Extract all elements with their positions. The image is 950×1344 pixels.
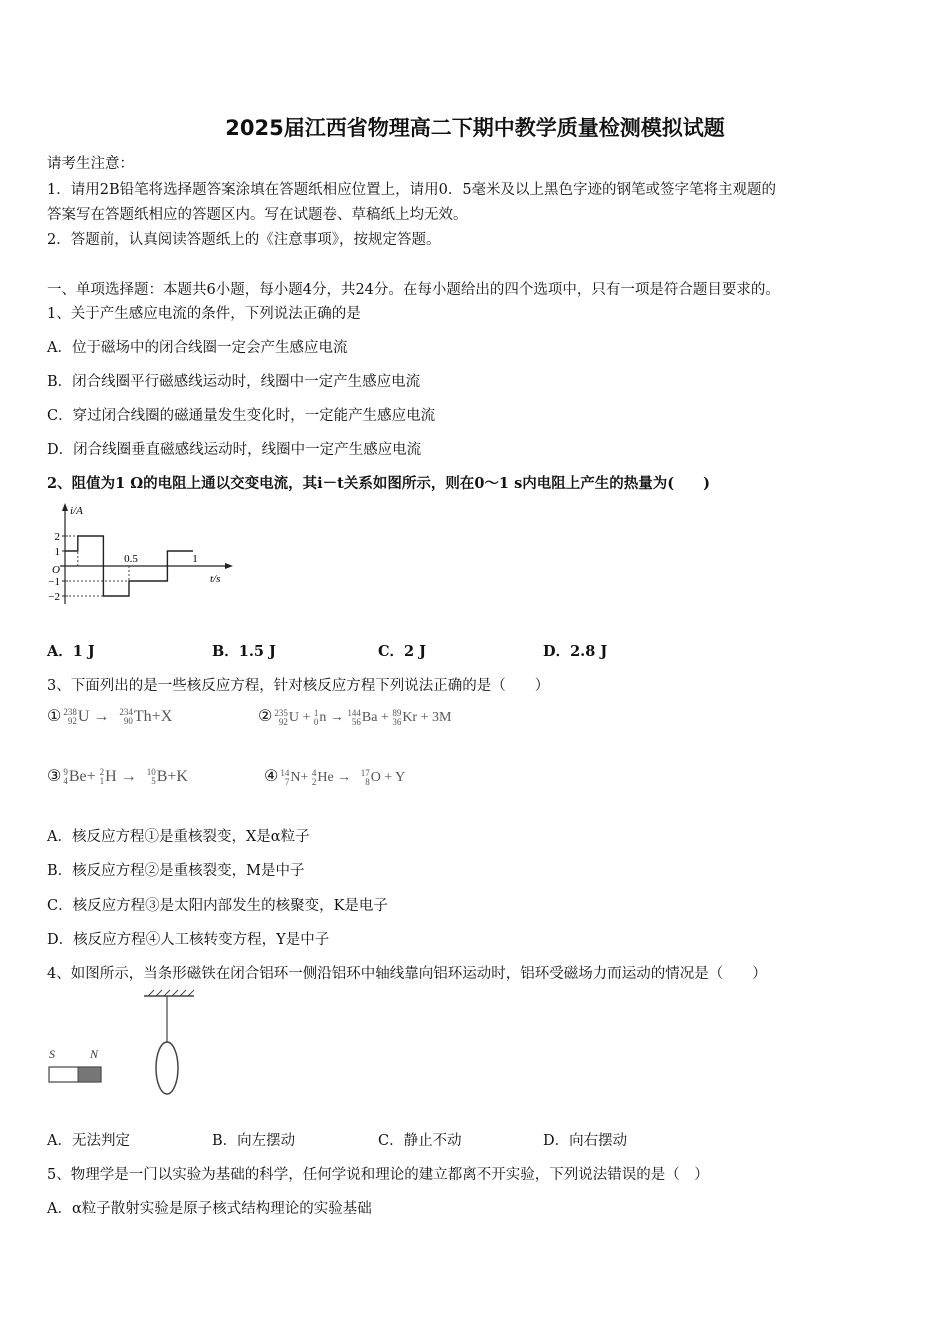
question-3-option-d: D．核反应方程④人工核转变方程，Y是中子 <box>47 932 330 948</box>
x-axis-label: t/s <box>210 573 221 585</box>
question-4-options <box>47 1129 627 1150</box>
equation-1: ① 238 92 U → 234 90 Th+X <box>47 707 173 727</box>
magnet-ring-figure <box>44 988 214 1100</box>
north-label: N <box>90 1047 99 1061</box>
question-1-option-c: C．穿过闭合线圈的磁通量发生变化时，一定能产生感应电流 <box>47 408 436 424</box>
y-tick-label: −1 <box>48 576 60 588</box>
notice-item-1-line-2: 答案写在答题纸相应的答题区内。写在试题卷、草稿纸上均无效。 <box>47 207 468 223</box>
page-title: 2025届江西省物理高二下期中教学质量检测模拟试题 <box>225 116 725 140</box>
equation-2: ② 235 92 U + 1 0 n → 144 56 Ba + 89 36 Kr + 3M <box>258 707 452 727</box>
question-4-option-c: C．静止不动 <box>378 1133 462 1149</box>
current-time-graph <box>40 500 240 612</box>
section-heading: 一、单项选择题：本题共6小题，每小题4分，共24分。在每小题给出的四个选项中，只有一项是符合题目要求的。 <box>47 282 780 298</box>
y-tick-label: −2 <box>48 591 60 603</box>
notice-item-2: 2．答题前，认真阅读答题纸上的《注意事项》，按规定答题。 <box>47 232 441 248</box>
y-tick-label: 1 <box>54 546 60 558</box>
question-2-option-d: D．2.8 J <box>543 643 608 660</box>
x-tick-label: 1 <box>192 553 198 565</box>
question-5-option-a: A．α粒子散射实验是原子核式结构理论的实验基础 <box>47 1201 372 1217</box>
question-4-option-b: B．向左摆动 <box>212 1133 296 1149</box>
y-axis-label: i/A <box>70 505 83 517</box>
y-tick-label: 2 <box>54 531 60 543</box>
question-2-options <box>47 640 607 661</box>
question-3-option-c: C．核反应方程③是太阳内部发生的核聚变，K是电子 <box>47 898 388 914</box>
question-1-option-a: A．位于磁场中的闭合线圈一定会产生感应电流 <box>47 340 348 356</box>
equation-3: ③ 9 4 Be+ 2 1 H → 10 5 B+K <box>47 767 188 787</box>
question-4-stem: 4、如图所示，当条形磁铁在闭合铝环一侧沿铝环中轴线靠向铝环运动时，铝环受磁场力而运动的情况是（ ） <box>47 966 767 982</box>
question-1-stem: 1、关于产生感应电流的条件，下列说法正确的是 <box>47 306 361 322</box>
notice-item-1-line-1: 1．请用2B铅笔将选择题答案涂填在答题纸相应位置上，请用0．5毫米及以上黑色字迹的钢笔或签字笔将主观题的 <box>47 182 777 198</box>
magnet-north-pole <box>78 1067 101 1082</box>
question-1-option-d: D．闭合线圈垂直磁感线运动时，线圈中一定产生感应电流 <box>47 442 422 458</box>
aluminum-ring <box>156 1042 178 1094</box>
question-2-stem: 2、阻值为1 Ω的电阻上通以交变电流，其i－t关系如图所示，则在0～1 s内电阻上产生的热量为( ) <box>47 475 710 492</box>
south-label: S <box>49 1047 55 1061</box>
origin-label: O <box>52 564 60 576</box>
question-1-option-b: B．闭合线圈平行磁感线运动时，线圈中一定产生感应电流 <box>47 374 421 390</box>
question-3-stem: 3、下面列出的是一些核反应方程，针对核反应方程下列说法正确的是（ ） <box>47 678 550 694</box>
question-2-option-c: C．2 J <box>378 643 427 660</box>
question-2-option-b: B．1.5 J <box>212 643 276 660</box>
question-5-stem: 5、物理学是一门以实验为基础的科学，任何学说和理论的建立都离不开实验，下列说法错误的是（ ） <box>47 1167 709 1183</box>
equation-4: ④ 14 7 N+ 4 2 He → 17 8 O + Y <box>264 767 406 787</box>
question-3-option-b: B．核反应方程②是重核裂变，M是中子 <box>47 863 305 879</box>
notice-heading: 请考生注意： <box>47 156 134 172</box>
question-2-option-a: A．1 J <box>47 643 95 660</box>
question-3-option-a: A．核反应方程①是重核裂变，X是α粒子 <box>47 829 310 845</box>
question-4-option-a: A．无法判定 <box>47 1133 130 1149</box>
x-tick-label: 0.5 <box>124 553 138 565</box>
question-4-option-d: D．向右摆动 <box>543 1133 628 1149</box>
